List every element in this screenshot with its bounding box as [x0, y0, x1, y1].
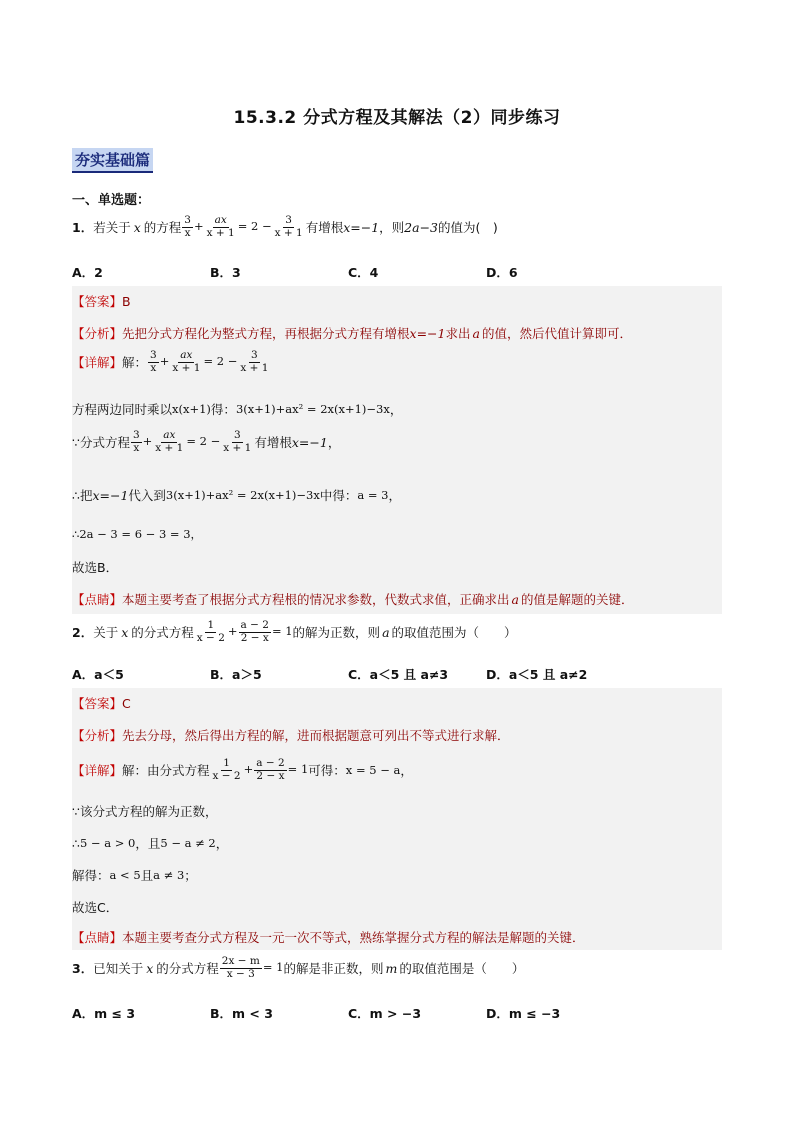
answer-box-2: 【答案】 C 【分析】 先去分母，然后得出方程的解，进而根据题意可列出不等式进行求解． 【详解】 解：由分式方程 $\frac{1}{x - 2}$ + $\frac{a - 2}{2 - x}$ = 1 可得： x = 5 − a ， ∵该分式方程的解为正数， ∴ 5 − a > 0 ，且 5 − a ≠ 2 ， 解得： a < 5 且 a ≠ 3 ； 故选C． 【点睛】 本题主要考查分式方程及一元一次不等式，熟练掌握分式方程的解法是解题的关键．	[72, 688, 722, 950]
answer-value: B	[122, 293, 131, 309]
question-3: 3． 已知关于 x 的分式方程 $\frac{2x - m}{x - 3}$ = 1 的解是非正数，则 m 的取值范围是（ ）	[72, 955, 525, 980]
option-b[interactable]: B．3	[210, 265, 241, 280]
page-title: 15.3.2 分式方程及其解法（2）同步练习	[233, 108, 561, 128]
option-a[interactable]: A．m ≤ 3	[72, 1006, 136, 1021]
option-c[interactable]: C．a＜5 且 a≠3	[348, 667, 449, 682]
equation: $\frac{1}{x - 2}$ + $\frac{a - 2}{2 - x}$ = 1	[196, 619, 293, 644]
option-b[interactable]: B．a＞5	[210, 667, 262, 682]
section-banner: 夯实基础篇	[72, 148, 153, 173]
option-d[interactable]: D．6	[486, 265, 518, 280]
option-a[interactable]: A．2	[72, 265, 103, 280]
option-d[interactable]: D．m ≤ −3	[486, 1006, 561, 1021]
question-1: 1． 若关于 x 的方程 $\frac{3}{x}$ + $\frac{ax}{x + 1}$ = 2 − $\frac{3}{x + 1}$ 有增根 x=−1 ，则 2a−3 的值为( )	[72, 214, 498, 239]
question-type-heading: 一、单选题：	[72, 193, 151, 208]
option-a[interactable]: A．a＜5	[72, 667, 124, 682]
option-c[interactable]: C．m > −3	[348, 1006, 422, 1021]
option-c[interactable]: C．4	[348, 265, 379, 280]
question-2: 2． 关于 x 的分式方程 $\frac{1}{x - 2}$ + $\frac{a - 2}{2 - x}$ = 1 的解为正数，则 a 的取值范围为（ ）	[72, 619, 517, 644]
option-b[interactable]: B．m < 3	[210, 1006, 273, 1021]
equation: $\frac{3}{x}$ + $\frac{ax}{x + 1}$ = 2 − $\frac{3}{x + 1}$	[184, 214, 303, 239]
answer-value: C	[122, 695, 131, 711]
answer-box-1: 【答案】 B 【分析】 先把分式方程化为整式方程，再根据分式方程有增根 x=−1 求出 a 的值，然后代值计算即可． 【详解】 解： $\frac{3}{x}$ + $\frac{ax}{x + 1}$ = 2 − $\frac{3}{x + 1}$ 方程两边同时乘以 x(x+1) 得： 3(x+1)+ax² = 2x(x+1)−3x ， ∵分式方程 $\frac{3}{x}$ + $\frac{ax}{x + 1}$ = 2 − $\frac{3}{x + 1}$ 有增根 x=−1 ， ∴把 x=−1 代入到 3(x+1)+ax² = 2x(x+1)−3x 中得： a = 3 ， ∴2a − 3 = 6 − 3 = 3， 故选B． 【点睛】 本题主要考查了根据分式方程根的情况求参数，代数式求值，正确求出 a 的值是解题的关键．	[72, 286, 722, 614]
option-d[interactable]: D．a＜5 且 a≠2	[486, 667, 588, 682]
equation: $\frac{2x - m}{x - 3}$ = 1	[221, 955, 284, 980]
